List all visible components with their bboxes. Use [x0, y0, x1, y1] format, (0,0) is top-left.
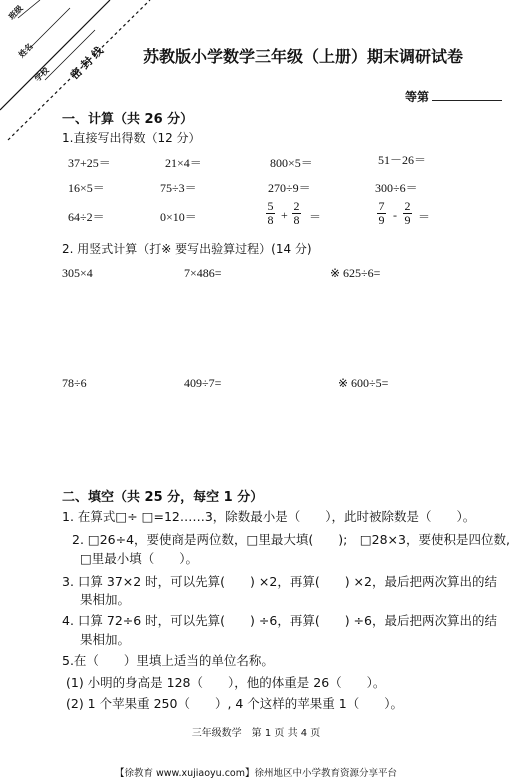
- fill-question: 3. 口算 37×2 时，可以先算( ) ×2，再算( ) ×2，最后把两次算出的结: [62, 574, 497, 589]
- denominator: 8: [267, 213, 274, 227]
- calc-item: 21×4＝: [165, 156, 202, 170]
- fill-question: 5.在（ ）里填上适当的单位名称。: [62, 653, 274, 668]
- page-footer: 三年级数学 第 1 页 共 4 页: [191, 728, 321, 739]
- fill-question: 2. □26÷4，要使商是两位数，□里最大填( ); □28×3，要使积是四位数,: [72, 532, 510, 547]
- vertical-calc-item: ※ 625÷6=: [330, 266, 381, 280]
- numerator: 2: [293, 199, 300, 213]
- section2-heading: 二、填空（共 25 分，每空 1 分）: [62, 490, 264, 505]
- calc-item: 37+25＝: [68, 156, 111, 170]
- fraction: [403, 200, 412, 227]
- fill-question: 1. 在算式□÷ □=12……3，除数最小是（ ），此时被除数是（ ）。: [62, 509, 476, 524]
- calc-item: 270÷9＝: [268, 181, 311, 195]
- binding-margin-decoration: [0, 0, 180, 150]
- fill-question-continuation: □里最小填（ ）。: [80, 551, 199, 566]
- calc-item: 75÷3＝: [160, 181, 197, 195]
- equals-sign: ＝: [418, 210, 431, 224]
- denominator: 9: [404, 213, 411, 227]
- fraction: [292, 200, 301, 227]
- vertical-calc-item: ※ 600÷5=: [338, 376, 389, 390]
- fill-subquestion: (2) 1 个苹果重 250（ ）, 4 个这样的苹果重 1（ ）。: [66, 696, 403, 711]
- section1-heading: 一、计算（共 26 分）: [62, 112, 194, 127]
- fill-question-continuation: 果相加。: [80, 592, 131, 607]
- class-label: 班级: [7, 3, 25, 22]
- vertical-calc-item: 78÷6: [62, 376, 87, 390]
- denominator: 8: [293, 213, 300, 227]
- numerator: 2: [404, 199, 411, 213]
- school-label: 学校: [33, 65, 51, 84]
- q1-label: 1.直接写出得数（12 分）: [62, 131, 201, 145]
- name-label: 姓名: [17, 41, 35, 60]
- fraction: [266, 200, 275, 227]
- calc-item: 300÷6＝: [375, 181, 418, 195]
- fill-question-continuation: 果相加。: [80, 632, 131, 647]
- rank-blank[interactable]: [432, 100, 502, 101]
- numerator: 7: [378, 199, 385, 213]
- vertical-calc-item: 409÷7=: [184, 376, 222, 390]
- operator: +: [281, 208, 288, 222]
- calc-item: 0×10＝: [160, 210, 197, 224]
- q2-label: 2. 用竖式计算（打※ 要写出验算过程）(14 分): [62, 242, 312, 256]
- equals-sign: ＝: [309, 210, 322, 224]
- denominator: 9: [378, 213, 385, 227]
- calc-item: 51－26＝: [378, 153, 427, 167]
- vertical-calc-item: 7×486=: [184, 266, 222, 280]
- fraction: [377, 200, 386, 227]
- calc-item: 16×5＝: [68, 181, 105, 195]
- operator: -: [393, 208, 397, 222]
- exam-title: 苏教版小学数学三年级（上册）期末调研试卷: [143, 47, 464, 66]
- fill-question: 4. 口算 72÷6 时，可以先算( ) ÷6，再算( ) ÷6，最后把两次算出的结: [62, 613, 497, 628]
- rank-label: 等第: [405, 90, 430, 104]
- calc-item: 64÷2＝: [68, 210, 105, 224]
- calc-item: 800×5＝: [270, 156, 313, 170]
- vertical-calc-item: 305×4: [62, 266, 93, 280]
- numerator: 5: [267, 199, 274, 213]
- fill-subquestion: (1) 小明的身高是 128（ ），他的体重是 26（ ）。: [66, 675, 386, 690]
- source-line: 【徐教育 www.xujiaoyu.com】徐州地区中小学教育资源分享平台: [115, 768, 397, 779]
- seal-line-text: 密 封 线: [67, 44, 106, 83]
